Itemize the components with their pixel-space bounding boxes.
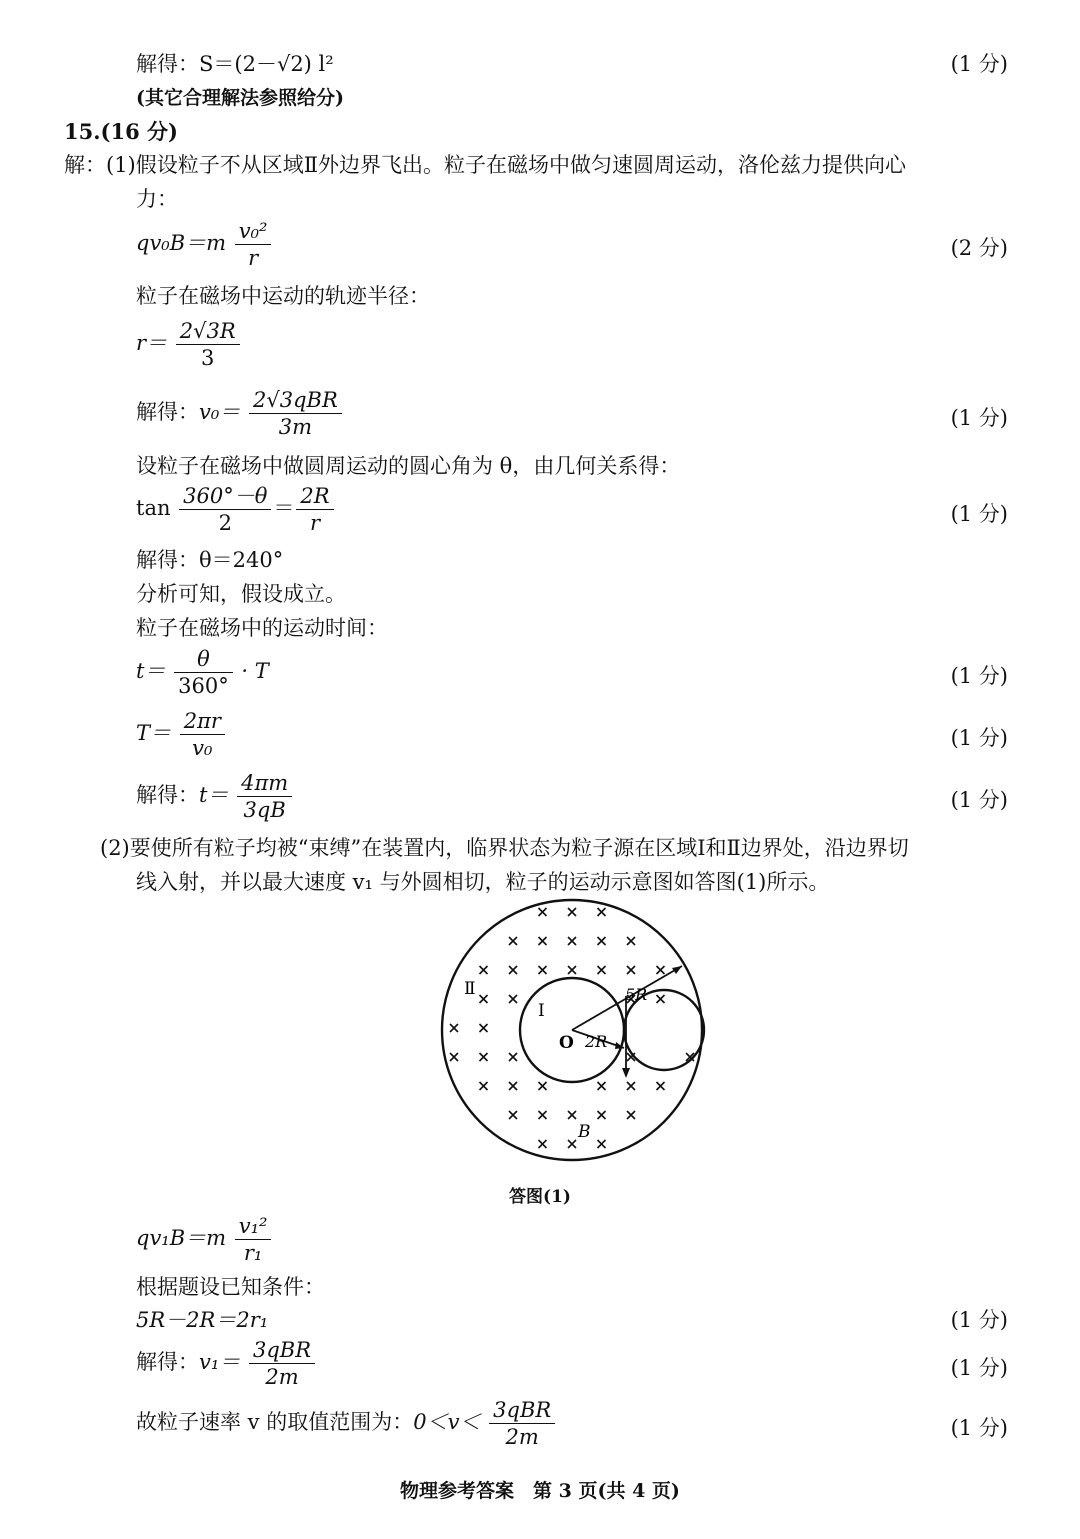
field-cross-mark xyxy=(598,966,606,974)
grading-note: (其它合理解法参照给分) xyxy=(136,87,344,109)
field-cross-mark xyxy=(450,1024,458,1032)
numerator: 2√3R xyxy=(176,318,240,345)
fraction xyxy=(235,218,272,271)
score: (1 分) xyxy=(950,1356,1008,1380)
numerator: 2R xyxy=(296,483,333,510)
field-cross-mark xyxy=(509,966,517,974)
denominator: v₀ xyxy=(192,736,213,760)
fraction xyxy=(296,483,333,536)
fraction xyxy=(176,318,240,371)
score: (1 分) xyxy=(950,52,1008,76)
score: (1 分) xyxy=(950,788,1008,812)
denominator: 3m xyxy=(278,415,313,439)
label-center-O: O xyxy=(559,1033,574,1053)
field-cross-mark xyxy=(480,1082,488,1090)
equation-radius xyxy=(136,318,242,371)
equation-time-result xyxy=(136,770,294,823)
field-cross-mark xyxy=(568,966,576,974)
fraction xyxy=(235,1213,272,1266)
denominator: 3 xyxy=(201,346,215,370)
field-cross-mark xyxy=(568,1140,576,1148)
eq-prefix: 解得： xyxy=(136,783,199,807)
eq-lhs: t＝ xyxy=(136,659,166,683)
eq-lhs: 0＜v＜ xyxy=(413,1410,481,1434)
numerator: 3qBR xyxy=(489,1397,555,1424)
fraction xyxy=(489,1397,555,1450)
condition-label: 根据题设已知条件： xyxy=(136,1275,325,1299)
score: (1 分) xyxy=(950,502,1008,526)
equation-time xyxy=(136,646,269,699)
angle-text: 设粒子在磁场中做圆周运动的圆心角为 θ，由几何关系得： xyxy=(136,454,681,478)
part1-intro: 解：(1)假设粒子不从区域Ⅱ外边界飞出。粒子在磁场中做匀速圆周运动，洛伦兹力提供向心 xyxy=(64,153,907,177)
eq-lhs: tan xyxy=(136,496,171,520)
magnetic-field-diagram xyxy=(420,896,720,1176)
field-cross-mark xyxy=(627,1111,635,1119)
label-5R: 5R xyxy=(625,985,648,1004)
field-cross-mark xyxy=(509,1111,517,1119)
equation-tan xyxy=(136,483,336,536)
field-cross-mark xyxy=(598,908,606,916)
equals: ＝ xyxy=(273,496,295,520)
score: (1 分) xyxy=(950,1308,1008,1332)
field-cross-mark xyxy=(657,995,665,1003)
field-cross-mark xyxy=(627,937,635,945)
field-cross-mark xyxy=(509,937,517,945)
field-cross-mark xyxy=(598,1140,606,1148)
denominator: 2 xyxy=(218,511,232,535)
numerator: 360°－θ xyxy=(179,483,271,510)
numerator: v₀² xyxy=(235,218,272,245)
time-label: 粒子在磁场中的运动时间： xyxy=(136,616,388,640)
denominator: 3qB xyxy=(243,798,286,822)
fraction xyxy=(174,646,233,699)
equation-condition: 5R－2R＝2r₁ xyxy=(136,1308,269,1332)
field-cross-mark xyxy=(598,1082,606,1090)
score: (1 分) xyxy=(950,406,1008,430)
eq-lhs: r＝ xyxy=(136,331,168,355)
part2-text: (2)要使所有粒子均被“束缚”在装置内，临界状态为粒子源在区域Ⅰ和Ⅱ边界处，沿边界切 xyxy=(100,836,909,860)
field-cross-mark xyxy=(480,995,488,1003)
question-header: 15.(16 分) xyxy=(64,119,178,144)
numerator: 3qBR xyxy=(249,1337,315,1364)
numerator: 2√3qBR xyxy=(249,387,342,414)
equation-period xyxy=(136,708,227,761)
fraction xyxy=(179,483,271,536)
denominator: 360° xyxy=(178,674,229,698)
arrowhead xyxy=(622,1068,630,1078)
label-B: B xyxy=(578,1122,591,1142)
eq-rhs: · T xyxy=(241,659,269,683)
score: (1 分) xyxy=(950,1416,1008,1440)
field-cross-mark xyxy=(657,1082,665,1090)
equation-speed-range xyxy=(136,1397,557,1450)
equation-lorentz-v1 xyxy=(136,1213,273,1266)
eq-lhs: v₀＝ xyxy=(199,400,241,424)
page-footer: 物理参考答案 第 3 页(共 4 页) xyxy=(400,1480,680,1502)
part2-text-cont: 线入射，并以最大速度 v₁ 与外圆相切，粒子的运动示意图如答图(1)所示。 xyxy=(136,870,830,894)
numerator: 4πm xyxy=(237,770,292,797)
eq-lhs: T＝ xyxy=(136,721,172,745)
denominator: r xyxy=(309,511,321,535)
fraction xyxy=(249,1337,315,1390)
numerator: v₁² xyxy=(235,1213,272,1240)
score: (1 分) xyxy=(950,726,1008,750)
field-cross-mark xyxy=(568,1111,576,1119)
eq-lhs: v₁＝ xyxy=(199,1350,241,1374)
field-cross-mark xyxy=(450,1053,458,1061)
eq-prefix: 故粒子速率 v 的取值范围为： xyxy=(136,1410,414,1434)
field-cross-mark xyxy=(480,1024,488,1032)
field-cross-mark xyxy=(539,1140,547,1148)
eq-prefix: 解得： xyxy=(136,1350,199,1374)
fraction xyxy=(180,708,225,761)
field-cross-mark xyxy=(568,908,576,916)
label-region-II: Ⅱ xyxy=(464,979,476,999)
field-cross-mark xyxy=(509,1053,517,1061)
arrowhead xyxy=(672,966,682,974)
equation-lorentz xyxy=(136,218,273,271)
eq-lhs: qv₀B＝m xyxy=(136,231,227,255)
field-cross-mark xyxy=(539,966,547,974)
field-cross-mark xyxy=(657,966,665,974)
field-cross-mark xyxy=(480,966,488,974)
denominator: 2m xyxy=(265,1365,299,1389)
field-cross-mark xyxy=(539,908,547,916)
theta-result: 解得：θ＝240° xyxy=(136,548,284,572)
label-region-I: Ⅰ xyxy=(538,1001,545,1021)
field-cross-mark xyxy=(509,995,517,1003)
field-cross-mark xyxy=(539,1082,547,1090)
field-cross-mark xyxy=(598,937,606,945)
numerator: 2πr xyxy=(180,708,225,735)
field-cross-mark xyxy=(598,1111,606,1119)
field-cross-mark xyxy=(509,1082,517,1090)
radius-label: 粒子在磁场中运动的轨迹半径： xyxy=(136,284,430,308)
field-cross-mark xyxy=(480,1053,488,1061)
analysis-text: 分析可知，假设成立。 xyxy=(136,582,346,606)
denominator: 2m xyxy=(505,1425,539,1449)
numerator: θ xyxy=(174,646,233,673)
field-cross-mark xyxy=(627,966,635,974)
equation-v1 xyxy=(136,1337,317,1390)
score: (2 分) xyxy=(950,236,1008,260)
solve-S-line: 解得：S＝(2－√2) l² xyxy=(136,52,334,76)
equation-v0 xyxy=(136,387,344,440)
part1-intro-cont: 力： xyxy=(136,187,178,211)
fraction xyxy=(249,387,342,440)
score: (1 分) xyxy=(950,664,1008,688)
field-cross-mark xyxy=(539,937,547,945)
eq-prefix: 解得： xyxy=(136,400,199,424)
figure-caption: 答图(1) xyxy=(509,1187,571,1207)
fraction xyxy=(237,770,292,823)
eq-lhs: qv₁B＝m xyxy=(136,1226,227,1250)
field-cross-mark xyxy=(539,1111,547,1119)
denominator: r xyxy=(248,246,259,270)
eq-lhs: t＝ xyxy=(199,783,229,807)
label-2R: 2R xyxy=(585,1032,608,1051)
field-cross-mark xyxy=(568,937,576,945)
field-cross-mark xyxy=(627,1082,635,1090)
denominator: r₁ xyxy=(243,1241,263,1265)
